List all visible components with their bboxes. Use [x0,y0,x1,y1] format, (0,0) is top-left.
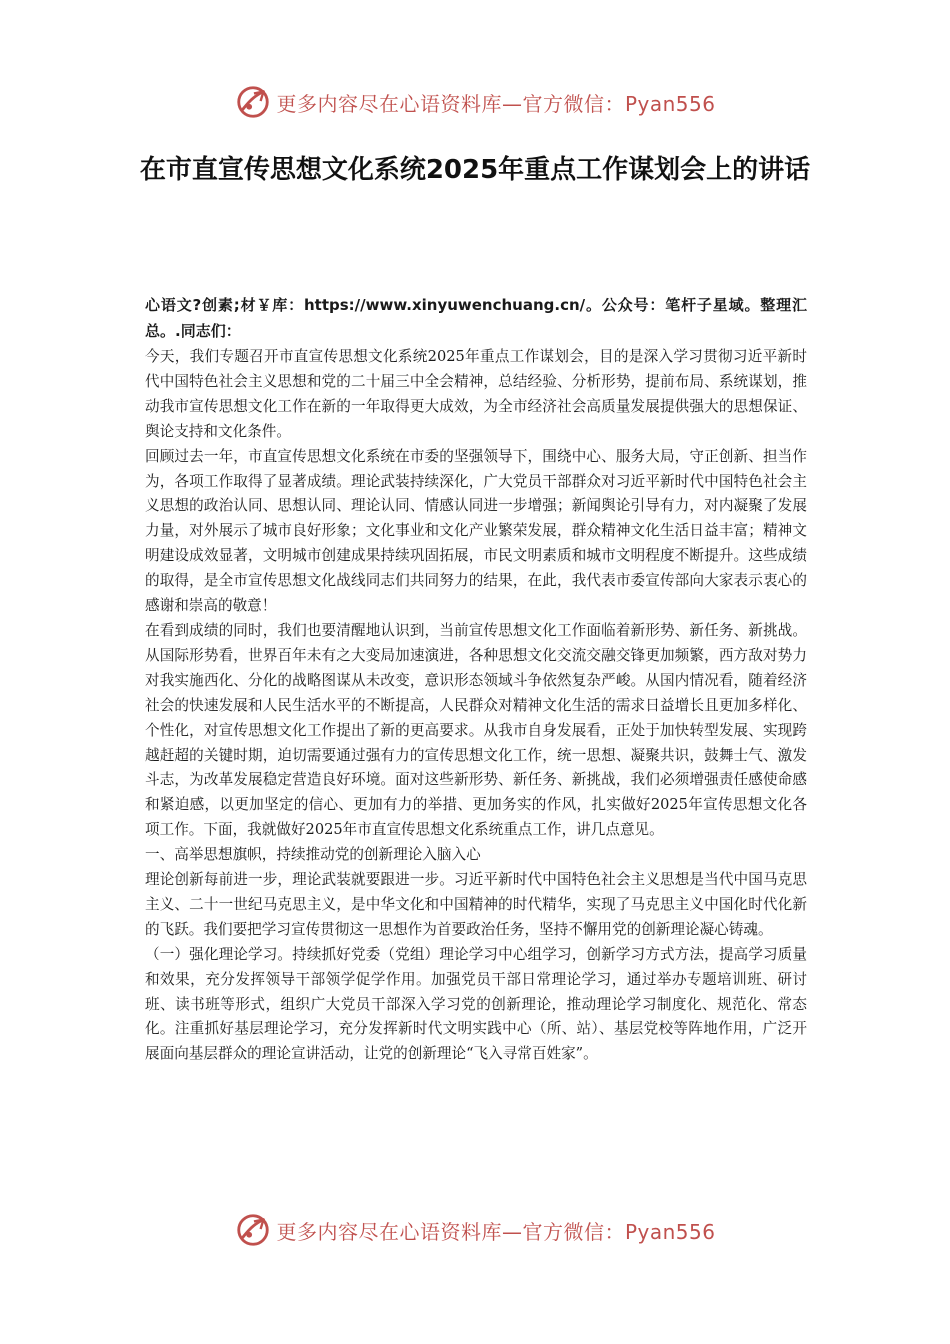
footer-banner-text: 更多内容尽在心语资料库—官方微信：Pyan556 [276,1219,716,1244]
paragraph-challenges: 在看到成绩的同时，我们也要清醒地认识到，当前宣传思想文化工作面临着新形势、新任务、新挑战。从国际形势看，世界百年未有之大变局加速演进，各种思想文化交流交融交锋更加频繁，西方敌对势力对我实施西化、分化的战略图谋从未改变，意识形态领域斗争依然复杂严峻。从国内情况看，随着经济社会的快速发展和人民生活水平的不断提高，人民群众对精神文化生活的需求日益增长且更加多样化、个性化，对宣传思想文化工作提出了新的更高要求。从我市自身发展看，正处于加快转型发展、实现跨越赶超的关键时期，迫切需要通过强有力的宣传思想文化工作，统一思想、凝聚共识，鼓舞士气、激发斗志，为改革发展稳定营造良好环境。面对这些新形势、新任务、新挑战，我们必须增强责任感使命感和紧迫感，以更加坚定的信心、更加有力的举措、更加务实的作风，扎实做好2025年宣传思想文化各项工作。下面，我就做好2025年市直宣传思想文化系统重点工作，讲几点意见。 [145,621,807,839]
intro-line: 心语文?创素;材￥库：https://www.xinyuwenchuang.cn/。公众号：笔杆子星域。整理汇总。.同志们： [145,296,807,340]
paragraph-opening: 今天，我们专题召开市直宣传思想文化系统2025年重点工作谋划会，目的是深入学习贯彻习近平新时代中国特色社会主义思想和党的二十届三中全会精神，总结经验、分析形势，提前布局、系统谋划，推动我市宣传思想文化工作在新的一年取得更大成效，为全市经济社会高质量发展提供强大的思想保证、舆论支持和文化条件。 [145,348,807,440]
brand-logo-icon [234,83,272,121]
brand-logo-icon [234,1211,272,1249]
document-body [145,292,807,1067]
paragraph-study: （一）强化理论学习。持续抓好党委（党组）理论学习中心组学习，创新学习方式方法，提高学习质量和效果，充分发挥领导干部领学促学作用。加强党员干部日常理论学习，通过举办专题培训班、研讨班、读书班等形式，组织广大党员干部深入学习党的创新理论，推动理论学习制度化、规范化、常态化。注重抓好基层理论学习，充分发挥新时代文明实践中心（所、站）、基层党校等阵地作用，广泛开展面向基层群众的理论宣讲活动，让党的创新理论“飞入寻常百姓家”。 [145,945,807,1063]
paragraph-review: 回顾过去一年，市直宣传思想文化系统在市委的坚强领导下，围绕中心、服务大局，守正创新、担当作为，各项工作取得了显著成绩。理论武装持续深化，广大党员干部群众对习近平新时代中国特色社会主义思想的政治认同、思想认同、理论认同、情感认同进一步增强；新闻舆论引导有力，对内凝聚了发展力量，对外展示了城市良好形象；文化事业和文化产业繁荣发展，群众精神文化生活日益丰富；精神文明建设成效显著，文明城市创建成果持续巩固拓展，市民文明素质和城市文明程度不断提升。这些成绩的取得，是全市宣传思想文化战线同志们共同努力的结果，在此，我代表市委宣传部向大家表示衷心的感谢和崇高的敬意！ [145,447,807,615]
header-banner [0,80,950,124]
document-title: 在市直宣传思想文化系统2025年重点工作谋划会上的讲话 [139,155,811,185]
header-banner-text: 更多内容尽在心语资料库—官方微信：Pyan556 [276,91,716,116]
footer-banner [0,1208,950,1252]
paragraph-theory: 理论创新每前进一步，理论武装就要跟进一步。习近平新时代中国特色社会主义思想是当代中国马克思主义、二十一世纪马克思主义，是中华文化和中国精神的时代精华，实现了马克思主义中国化时代化新的飞跃。我们要把学习宣传贯彻这一思想作为首要政治任务，坚持不懈用党的创新理论凝心铸魂。 [145,871,807,938]
section-heading-1: 一、高举思想旗帜，持续推动党的创新理论入脑入心 [145,846,481,864]
